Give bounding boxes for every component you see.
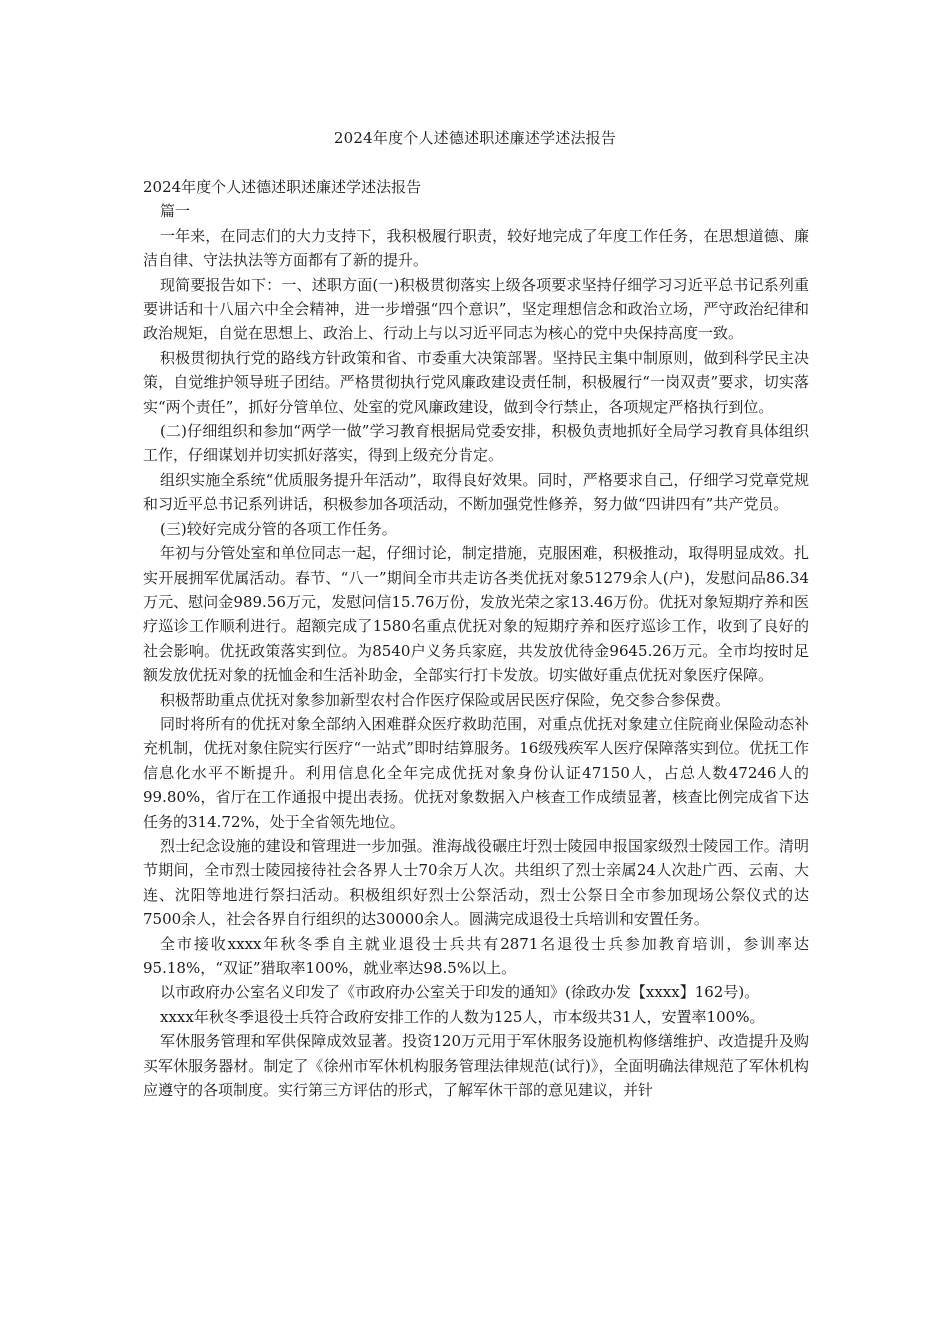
paragraph: 一年来，在同志们的大力支持下，我积极履行职责，较好地完成了年度工作任务，在思想道德、廉洁自律、守法执法等方面都有了新的提升。 [143,226,809,270]
paragraph: 军休服务管理和军供保障成效显著。投资120万元用于军休服务设施机构修缮维护、改造提升及购买军休服务器材。制定了《徐州市军休机构服务管理法律规范(试行)》，全面明确法律规范了军休机构应遵守的各项制度。实行第三方评估的形式，了解军休干部的意见建议，并针 [143,1032,809,1100]
paragraph: xxxx年秋冬季退役士兵符合政府安排工作的人数为125人，市本级共31人，安置率100%。 [160,1007,765,1026]
document-subtitle: 2024年度个人述德述职述廉述学述法报告 [143,178,422,196]
paragraph: 烈士纪念设施的建设和管理进一步加强。淮海战役碾庄圩烈士陵园申报国家级烈士陵园工作。清明节期间，全市烈士陵园接待社会各界人士70余万人次。共组织了烈士亲属24人次赴广西、云南、大连、沈阳等地进行祭扫活动。积极组织好烈士公祭活动，烈士公祭日全市参加现场公祭仪式的达7500余人，社会各界自行组织的达30000余人。圆满完成退役士兵培训和安置任务。 [143,836,809,929]
paragraph: 积极贯彻执行党的路线方针政策和省、市委重大决策部署。坚持民主集中制原则，做到科学民主决策，自觉维护领导班子团结。严格贯彻执行党风廉政建设责任制，积极履行“一岗双责”要求，切实落实“两个责任”，抓好分管单位、处室的党风廉政建设，做到令行禁止，各项规定严格执行到位。 [143,348,809,416]
paragraph: 积极帮助重点优抚对象参加新型农村合作医疗保险或居民医疗保险，免交参合参保费。 [160,690,731,709]
paragraph: 以市政府办公室名义印发了《市政府办公室关于印发的通知》(徐政办发【xxxx】162号)。 [160,983,760,1002]
paragraph: 全市接收xxxx年秋冬季自主就业退役士兵共有2871名退役士兵参加教育培训，参训率达95.18%，“双证”猎取率100%，就业率达98.5%以上。 [143,934,809,977]
paragraph: 组织实施全系统“优质服务提升年活动”，取得良好效果。同时，严格要求自己，仔细学习党章党规和习近平总书记系列讲话，积极参加各项活动，不断加强党性修养，努力做“四讲四有”共产党员。 [143,470,809,514]
paragraph: (三)较好完成分管的各项工作任务。 [160,519,397,538]
paragraph: 同时将所有的优抚对象全部纳入困难群众医疗救助范围，对重点优抚对象建立住院商业保险动态补充机制，优抚对象住院实行医疗“一站式”即时结算服务。16级残疾军人医疗保障落实到位。优抚工作信息化水平不断提升。利用信息化全年完成优抚对象身份认证47150人，占总人数47246人的99.80%，省厅在工作通报中提出表扬。优抚对象数据入户核查工作成绩显著，核查比例完成省下达任务的314.72%，处于全省领先地位。 [143,714,809,831]
paragraph: 现简要报告如下：一、述职方面(一)积极贯彻落实上级各项要求坚持仔细学习习近平总书记系列重要讲话和十八届六中全会精神，进一步增强“四个意识”，坚定理想信念和政治立场，严守政治纪律和政治规矩，自觉在思想上、政治上、行动上与以习近平同志为核心的党中央保持高度一致。 [143,275,809,343]
document-title: 2024年度个人述德述职述廉述学述法报告 [333,129,617,147]
document-body [143,175,809,1102]
section-label: 篇一 [160,202,191,221]
paragraph: 年初与分管处室和单位同志一起，仔细讨论，制定措施，克服困难，积极推动，取得明显成效。扎实开展拥军优属活动。春节、“八一”期间全市共走访各类优抚对象51279余人(户)，发慰问品86.34万元、慰问金989.56万元，发慰问信15.76万份，发放光荣之家13.46万份。优抚对象短期疗养和医疗巡诊工作顺利进行。超额完成了1580名重点优抚对象的短期疗养和医疗巡诊工作，收到了良好的社会影响。优抚政策落实到位。为8540户义务兵家庭，共发放优待金9645.26万元。全市均按时足额发放优抚对象的抚恤金和生活补助金，全部实行打卡发放。切实做好重点优抚对象医疗保障。 [143,544,809,685]
paragraph: (二)仔细组织和参加“两学一做”学习教育根据局党委安排，积极负责地抓好全局学习教育具体组织工作，仔细谋划并切实抓好落实，得到上级充分肯定。 [143,422,809,465]
